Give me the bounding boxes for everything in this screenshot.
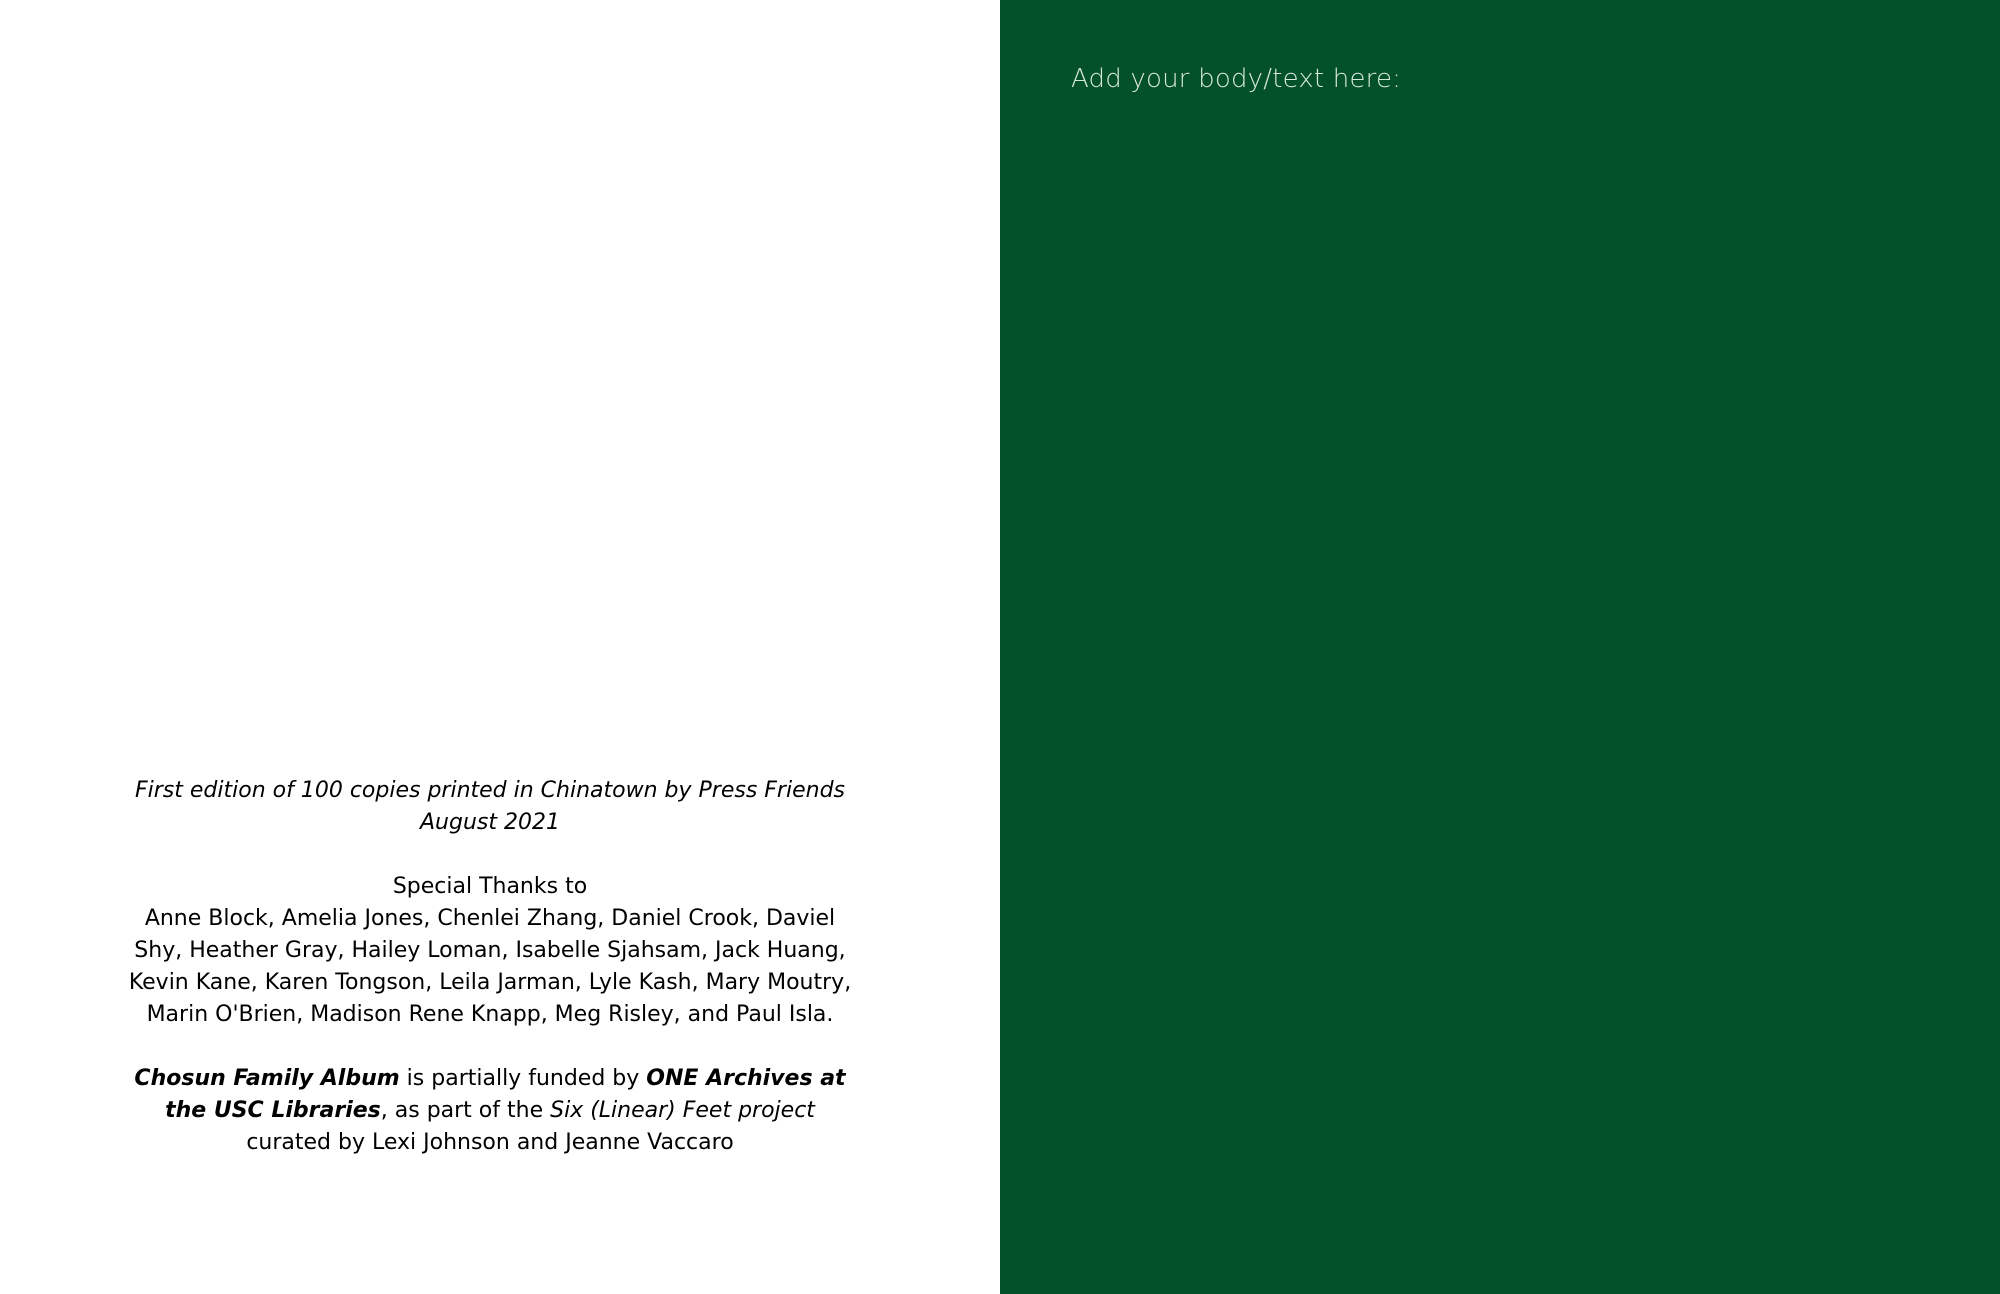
thanks-names: Anne Block, Amelia Jones, Chenlei Zhang, Daniel Crook, Daviel Shy, Heather Gray, Hailey Loman, Isabelle Sjahsam, Jack Huang, Kevin Kane, Karen Tongson, Leila Jarman, Lyle Kash, Mary Moutry, Marin O'Brien, Madison Rene Knapp, Meg Risley, and Paul Isla. (128, 906, 852, 1027)
body-text-placeholder[interactable]: Add your body/text here: (1071, 64, 1402, 94)
funder-name: ONE Archives at the USC Libraries (165, 1066, 846, 1123)
funding-text: curated by Lexi Johnson and Jeanne Vaccaro (246, 1130, 734, 1155)
funding-text: is partially funded by (399, 1066, 647, 1091)
colophon (128, 775, 852, 1159)
edition-date: August 2021 (420, 810, 560, 835)
funding-statement (128, 1063, 852, 1159)
funding-text: , as part of the (380, 1098, 551, 1123)
right-page (1000, 0, 2000, 1294)
project-name: Six (Linear) Feet project (550, 1098, 815, 1123)
thanks-heading: Special Thanks to (392, 874, 588, 899)
book-title: Chosun Family Album (134, 1066, 400, 1091)
edition-line: First edition of 100 copies printed in Chinatown by Press Friends (135, 778, 845, 803)
